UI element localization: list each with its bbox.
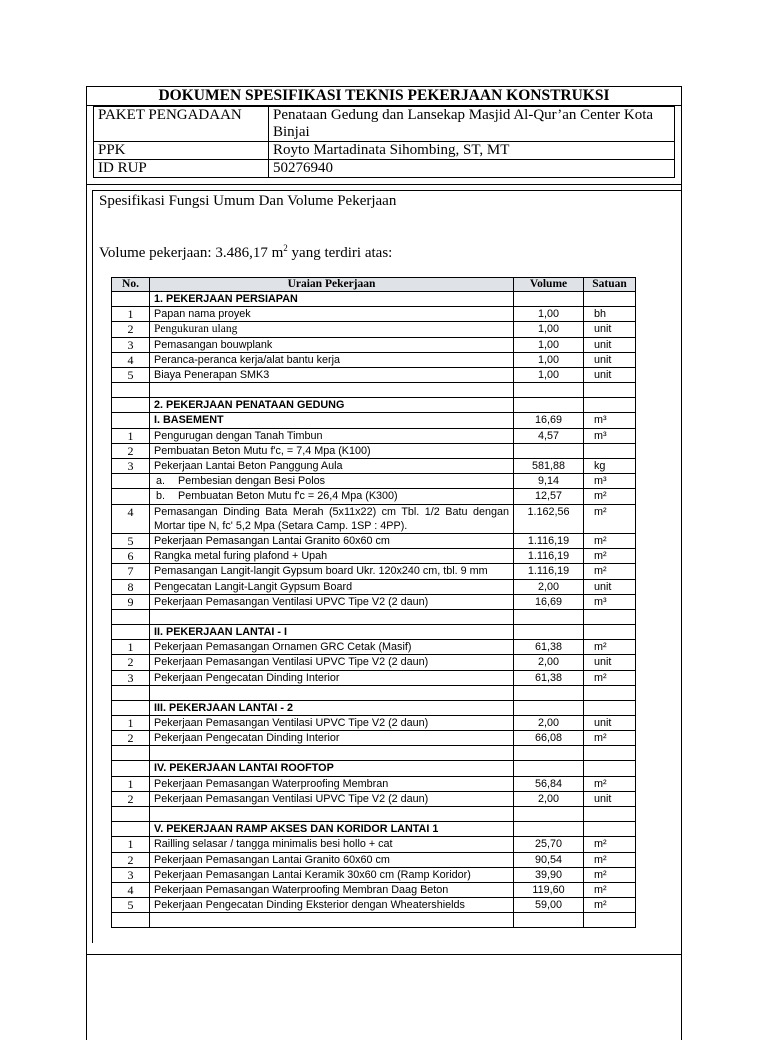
cell-no: 2 <box>112 655 150 670</box>
cell-unit: bh <box>584 307 636 322</box>
cell-volume <box>514 383 584 398</box>
cell-volume: 90,54 <box>514 852 584 867</box>
cell-volume: 56,84 <box>514 776 584 791</box>
table-row <box>112 337 636 352</box>
info-row <box>94 160 675 178</box>
table-row <box>112 292 636 307</box>
cell-unit: m² <box>584 852 636 867</box>
cell-volume: 25,70 <box>514 837 584 852</box>
cell-description: Pekerjaan Pemasangan Ventilasi UPVC Tipe V2 (2 daun) <box>150 791 514 806</box>
cell-unit: m² <box>584 898 636 913</box>
cell-unit: m² <box>584 882 636 897</box>
cell-no <box>112 474 150 489</box>
cell-description: Pekerjaan Pemasangan Ventilasi UPVC Tipe V2 (2 daun) <box>150 716 514 731</box>
cell-unit <box>584 443 636 458</box>
cell-no <box>112 761 150 776</box>
cell-no <box>112 746 150 761</box>
cell-no: 5 <box>112 368 150 383</box>
cell-no: 3 <box>112 459 150 474</box>
table-row <box>112 610 636 625</box>
cell-volume <box>514 746 584 761</box>
cell-unit <box>584 610 636 625</box>
cell-no: 4 <box>112 882 150 897</box>
cell-no: 1 <box>112 428 150 443</box>
cell-no <box>112 610 150 625</box>
cell-volume: 2,00 <box>514 579 584 594</box>
cell-unit: kg <box>584 459 636 474</box>
sub-item-text: Pembuatan Beton Mutu f'c = 26,4 Mpa (K300) <box>178 490 398 503</box>
cell-volume: 59,00 <box>514 898 584 913</box>
table-header-row <box>112 278 636 292</box>
cell-volume: 1,00 <box>514 307 584 322</box>
cell-no <box>112 822 150 837</box>
cell-unit: m² <box>584 640 636 655</box>
cell-volume: 2,00 <box>514 716 584 731</box>
cell-volume: 1.116,19 <box>514 564 584 579</box>
cell-no: 1 <box>112 307 150 322</box>
cell-volume <box>514 700 584 715</box>
cell-no: 3 <box>112 867 150 882</box>
cell-no <box>112 685 150 700</box>
cell-unit: m² <box>584 731 636 746</box>
cell-volume: 1,00 <box>514 368 584 383</box>
cell-description: Pekerjaan Pemasangan Ventilasi UPVC Tipe V2 (2 daun) <box>150 655 514 670</box>
cell-unit <box>584 398 636 413</box>
table-row <box>112 504 636 533</box>
cell-volume: 4,57 <box>514 428 584 443</box>
table-row <box>112 670 636 685</box>
header-no: No. <box>112 278 150 292</box>
cell-description: Pekerjaan Pengecatan Dinding Interior <box>150 670 514 685</box>
cell-description: 1. PEKERJAAN PERSIAPAN <box>150 292 514 307</box>
cell-description: Pemasangan Dinding Bata Merah (5x11x22) cm Tbl. 1/2 Batu dengan Mortar tipe N, fc' 5,2 Mpa (Setara Camp. 1SP : 4PP). <box>150 504 514 533</box>
cell-unit <box>584 625 636 640</box>
table-row <box>112 685 636 700</box>
table-row <box>112 579 636 594</box>
table-row <box>112 731 636 746</box>
cell-unit: unit <box>584 352 636 367</box>
cell-description: V. PEKERJAAN RAMP AKSES DAN KORIDOR LANTAI 1 <box>150 822 514 837</box>
table-row <box>112 383 636 398</box>
cell-no <box>112 913 150 928</box>
cell-unit: m² <box>584 776 636 791</box>
volume-summary <box>99 240 392 262</box>
info-label: ID RUP <box>94 160 269 178</box>
volume-unit-sup: 2 <box>283 243 288 253</box>
cell-no <box>112 383 150 398</box>
cell-unit <box>584 292 636 307</box>
cell-description: 2. PEKERJAAN PENATAAN GEDUNG <box>150 398 514 413</box>
table-row <box>112 898 636 913</box>
cell-volume: 1,00 <box>514 352 584 367</box>
document-title: DOKUMEN SPESIFIKASI TEKNIS PEKERJAAN KONSTRUKSI <box>87 87 681 106</box>
cell-unit: unit <box>584 716 636 731</box>
table-row <box>112 913 636 928</box>
cell-volume <box>514 625 584 640</box>
volume-suffix: yang terdiri atas: <box>287 245 393 261</box>
cell-description: Pekerjaan Pemasangan Lantai Keramik 30x60 cm (Ramp Koridor) <box>150 867 514 882</box>
cell-volume: 16,69 <box>514 594 584 609</box>
cell-description: Pemasangan Langit-langit Gypsum board Ukr. 120x240 cm, tbl. 9 mm <box>150 564 514 579</box>
cell-description: Pekerjaan Pemasangan Ventilasi UPVC Tipe V2 (2 daun) <box>150 594 514 609</box>
table-row <box>112 428 636 443</box>
cell-unit: m² <box>584 489 636 504</box>
cell-unit: m³ <box>584 474 636 489</box>
table-row <box>112 867 636 882</box>
table-row <box>112 489 636 504</box>
cell-unit: unit <box>584 337 636 352</box>
cell-description: Peranca-peranca kerja/alat bantu kerja <box>150 352 514 367</box>
cell-description <box>150 685 514 700</box>
cell-volume: 1.116,19 <box>514 549 584 564</box>
cell-unit <box>584 746 636 761</box>
table-row <box>112 564 636 579</box>
table-row <box>112 746 636 761</box>
cell-unit: m² <box>584 534 636 549</box>
cell-description: Pekerjaan Pemasangan Ornamen GRC Cetak (Masif) <box>150 640 514 655</box>
cell-volume: 2,00 <box>514 791 584 806</box>
cell-unit <box>584 383 636 398</box>
table-row <box>112 761 636 776</box>
table-row <box>112 625 636 640</box>
cell-unit: m² <box>584 504 636 533</box>
cell-no <box>112 625 150 640</box>
cell-unit: m² <box>584 549 636 564</box>
cell-description: Pemasangan bouwplank <box>150 337 514 352</box>
table-row <box>112 398 636 413</box>
cell-description: Pengurugan dengan Tanah Timbun <box>150 428 514 443</box>
cell-description <box>150 807 514 822</box>
header-description: Uraian Pekerjaan <box>150 278 514 292</box>
info-row <box>94 107 675 142</box>
sub-item-marker: a. <box>156 475 166 488</box>
cell-no: 1 <box>112 837 150 852</box>
cell-volume: 1,00 <box>514 322 584 337</box>
cell-description <box>150 913 514 928</box>
cell-no: 1 <box>112 640 150 655</box>
info-label: PPK <box>94 142 269 160</box>
page-border-left <box>86 172 87 1040</box>
info-value: 50276940 <box>269 160 675 178</box>
cell-no: 1 <box>112 716 150 731</box>
cell-unit: m³ <box>584 594 636 609</box>
cell-volume <box>514 761 584 776</box>
cell-volume: 1.162,56 <box>514 504 584 533</box>
cell-no: 3 <box>112 670 150 685</box>
cell-no: 7 <box>112 564 150 579</box>
cell-description: Pengecatan Langit-Langit Gypsum Board <box>150 579 514 594</box>
volume-prefix: Volume pekerjaan: 3.486,17 m <box>99 245 284 261</box>
cell-unit: unit <box>584 368 636 383</box>
cell-volume <box>514 292 584 307</box>
cell-volume <box>514 822 584 837</box>
table-row <box>112 700 636 715</box>
table-row <box>112 640 636 655</box>
table-row <box>112 837 636 852</box>
table-row <box>112 716 636 731</box>
table-row <box>112 459 636 474</box>
cell-no: 6 <box>112 549 150 564</box>
info-value: Royto Martadinata Sihombing, ST, MT <box>269 142 675 160</box>
cell-volume <box>514 398 584 413</box>
cell-description: Pekerjaan Lantai Beton Panggung Aula <box>150 459 514 474</box>
cell-unit: unit <box>584 322 636 337</box>
cell-unit <box>584 761 636 776</box>
spec-heading: Spesifikasi Fungsi Umum Dan Volume Pekerjaan <box>99 193 397 209</box>
cell-no: 4 <box>112 504 150 533</box>
cell-volume: 581,88 <box>514 459 584 474</box>
table-row <box>112 413 636 428</box>
sub-item-marker: b. <box>156 490 166 503</box>
cell-description: IV. PEKERJAAN LANTAI ROOFTOP <box>150 761 514 776</box>
cell-volume <box>514 443 584 458</box>
cell-volume: 66,08 <box>514 731 584 746</box>
cell-description: I. BASEMENT <box>150 413 514 428</box>
cell-volume: 1,00 <box>514 337 584 352</box>
cell-no <box>112 700 150 715</box>
work-items-table <box>111 277 636 928</box>
cell-no: 9 <box>112 594 150 609</box>
cell-description: Rangka metal furing plafond + Upah <box>150 549 514 564</box>
cell-unit <box>584 685 636 700</box>
table-row <box>112 807 636 822</box>
page-bottom-border <box>86 954 682 955</box>
cell-description: II. PEKERJAAN LANTAI - I <box>150 625 514 640</box>
cell-volume: 39,90 <box>514 867 584 882</box>
cell-unit: m³ <box>584 413 636 428</box>
cell-no: 8 <box>112 579 150 594</box>
cell-unit: unit <box>584 791 636 806</box>
info-value: Penataan Gedung dan Lansekap Masjid Al-Qur’an Center Kota Binjai <box>269 107 675 142</box>
table-row <box>112 549 636 564</box>
cell-no: 2 <box>112 443 150 458</box>
cell-description: III. PEKERJAAN LANTAI - 2 <box>150 700 514 715</box>
cell-description: Pekerjaan Pemasangan Waterproofing Membran <box>150 776 514 791</box>
cell-no: 3 <box>112 337 150 352</box>
cell-description <box>150 489 514 504</box>
table-row <box>112 852 636 867</box>
table-row <box>112 352 636 367</box>
sub-item-text: Pembesian dengan Besi Polos <box>178 475 326 488</box>
cell-description: Pekerjaan Pengecatan Dinding Eksterior dengan Wheatershields <box>150 898 514 913</box>
table-row <box>112 882 636 897</box>
cell-description: Papan nama proyek <box>150 307 514 322</box>
cell-volume: 16,69 <box>514 413 584 428</box>
cell-description <box>150 610 514 625</box>
table-row <box>112 594 636 609</box>
cell-unit: m² <box>584 867 636 882</box>
cell-volume <box>514 610 584 625</box>
table-row <box>112 307 636 322</box>
document-header <box>86 86 682 185</box>
cell-no: 4 <box>112 352 150 367</box>
cell-description: Pekerjaan Pemasangan Lantai Granito 60x60 cm <box>150 534 514 549</box>
cell-volume: 9,14 <box>514 474 584 489</box>
table-row <box>112 534 636 549</box>
cell-volume: 61,38 <box>514 670 584 685</box>
cell-no <box>112 807 150 822</box>
cell-no: 2 <box>112 731 150 746</box>
table-row <box>112 443 636 458</box>
cell-volume: 119,60 <box>514 882 584 897</box>
cell-description <box>150 383 514 398</box>
spec-section <box>92 190 682 943</box>
cell-unit: m² <box>584 670 636 685</box>
table-row <box>112 822 636 837</box>
cell-description <box>150 746 514 761</box>
cell-unit: m³ <box>584 428 636 443</box>
document-info-table <box>93 106 675 178</box>
cell-unit <box>584 807 636 822</box>
cell-no: 2 <box>112 852 150 867</box>
table-row <box>112 368 636 383</box>
header-unit: Satuan <box>584 278 636 292</box>
cell-volume: 1.116,19 <box>514 534 584 549</box>
info-row <box>94 142 675 160</box>
cell-description: Biaya Penerapan SMK3 <box>150 368 514 383</box>
cell-unit: unit <box>584 655 636 670</box>
cell-unit <box>584 700 636 715</box>
table-row <box>112 791 636 806</box>
cell-unit <box>584 822 636 837</box>
cell-no: 1 <box>112 776 150 791</box>
cell-unit: unit <box>584 579 636 594</box>
cell-description <box>150 474 514 489</box>
cell-description: Pekerjaan Pemasangan Waterproofing Membran Daag Beton <box>150 882 514 897</box>
cell-no: 5 <box>112 898 150 913</box>
cell-unit <box>584 913 636 928</box>
cell-no <box>112 413 150 428</box>
table-row <box>112 474 636 489</box>
cell-volume <box>514 807 584 822</box>
cell-description: Pembuatan Beton Mutu f'c, = 7,4 Mpa (K100) <box>150 443 514 458</box>
cell-description: Pekerjaan Pemasangan Lantai Granito 60x60 cm <box>150 852 514 867</box>
info-label: PAKET PENGADAAN <box>94 107 269 142</box>
cell-volume: 61,38 <box>514 640 584 655</box>
header-volume: Volume <box>514 278 584 292</box>
table-row <box>112 776 636 791</box>
cell-volume <box>514 913 584 928</box>
cell-no: 2 <box>112 791 150 806</box>
cell-description: Railling selasar / tangga minimalis besi hollo + cat <box>150 837 514 852</box>
table-row <box>112 322 636 337</box>
cell-volume: 12,57 <box>514 489 584 504</box>
cell-no: 5 <box>112 534 150 549</box>
cell-volume: 2,00 <box>514 655 584 670</box>
document-page <box>86 86 682 913</box>
cell-no <box>112 292 150 307</box>
cell-volume <box>514 685 584 700</box>
cell-description: Pengukuran ulang <box>150 322 514 337</box>
cell-no: 2 <box>112 322 150 337</box>
cell-description: Pekerjaan Pengecatan Dinding Interior <box>150 731 514 746</box>
cell-unit: m² <box>584 837 636 852</box>
cell-unit: m² <box>584 564 636 579</box>
cell-no <box>112 398 150 413</box>
table-row <box>112 655 636 670</box>
cell-no <box>112 489 150 504</box>
